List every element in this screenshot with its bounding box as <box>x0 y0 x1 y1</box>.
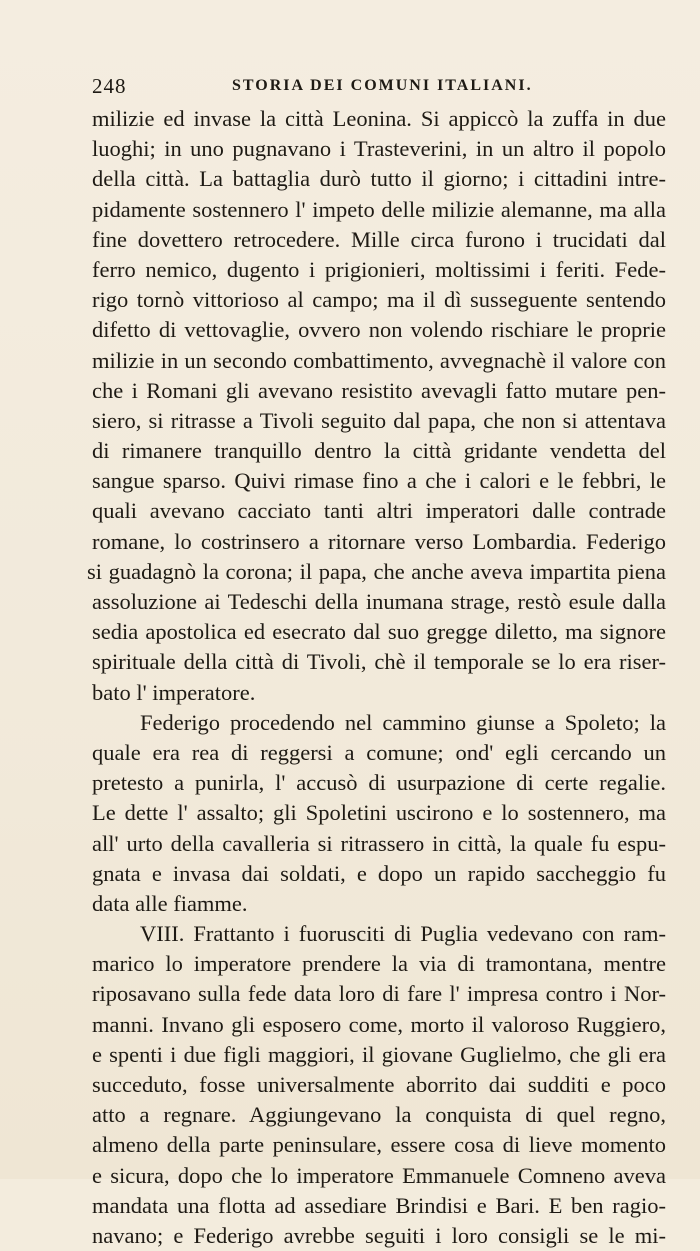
text-line: assoluzione ai Tedeschi della inumana strage, restò esule dalla <box>92 589 666 614</box>
text-line: e spenti i due figli maggiori, il giovane Guglielmo, che gli era <box>92 1041 666 1067</box>
text-line: succeduto, fosse universalmente aborrito dai sudditi e poco <box>92 1072 666 1097</box>
text-line: della città. La battaglia durò tutto il giorno; i cittadini intre- <box>92 166 666 192</box>
page-header <box>92 74 666 100</box>
text-line: difetto di vettovaglie, ovvero non volendo rischiare le proprie <box>92 317 666 343</box>
text-line: quali avevano cacciato tanti altri imperatori dalle contrade <box>92 498 666 524</box>
body-text <box>87 104 666 1251</box>
paragraph-start-line: Federigo procedendo nel cammino giunse a Spoleto; la <box>140 709 666 735</box>
text-line: manni. Invano gli esposero come, morto il valoroso Ruggiero, <box>92 1011 666 1037</box>
text-line: navano; e Federigo avrebbe seguiti i loro consigli se le mi- <box>92 1222 666 1248</box>
text-line: marico lo imperatore prendere la via di tramontana, mentre <box>92 951 666 977</box>
text-line: Le dette l' assalto; gli Spoletini uscirono e lo sostennero, ma <box>92 800 666 826</box>
text-line: pidamente sostennero l' impeto delle milizie alemanne, ma alla <box>92 196 666 222</box>
text-line: milizie ed invase la città Leonina. Si appiccò la zuffa in due <box>92 106 666 131</box>
text-line: sangue sparso. Quivi rimase fino a che i calori e le febbri, le <box>92 468 666 494</box>
text-line: atto a regnare. Aggiungevano la conquista di quel regno, <box>92 1102 666 1128</box>
text-line: riposavano sulla fede data loro di fare l' impresa contro i Nor- <box>92 981 666 1007</box>
text-line: e sicura, dopo che lo imperatore Emmanuele Comneno aveva <box>92 1162 666 1188</box>
text-line: romane, lo costrinsero a ritornare verso Lombardia. Federigo <box>92 528 666 554</box>
text-line: bato l' imperatore. <box>92 679 256 705</box>
text-line: che i Romani gli avevano resistito avevagli fatto mutare pen- <box>92 377 666 403</box>
text-line: ferro nemico, dugento i prigionieri, moltissimi i feriti. Fede- <box>92 256 666 282</box>
text-line: spirituale della città di Tivoli, chè il temporale se lo era riser- <box>92 649 666 675</box>
text-line: siero, si ritrasse a Tivoli seguito dal papa, che non si attentava <box>92 407 666 433</box>
section-start-line: VIII. Frattanto i fuorusciti di Puglia vedevano con ram- <box>140 921 666 947</box>
text-line: si guadagnò la corona; il papa, che anche aveva impartita piena <box>87 558 666 584</box>
text-line: gnata e invasa dai soldati, e dopo un rapido saccheggio fu <box>92 860 666 886</box>
text-line: mandata una flotta ad assediare Brindisi e Bari. E ben ragio- <box>92 1192 666 1218</box>
page-number: 248 <box>92 74 127 98</box>
text-line: quale era rea di reggersi a comune; ond' egli cercando un <box>92 739 666 765</box>
text-line: fine dovettero retrocedere. Mille circa furono i trucidati dal <box>92 226 666 252</box>
text-line: all' urto della cavalleria si ritrassero in città, la quale fu espu- <box>92 830 666 856</box>
text-line: pretesto a punirla, l' accusò di usurpazione di certe regalie. <box>92 770 666 796</box>
text-line: almeno della parte peninsulare, essere cosa di lieve momento <box>92 1132 666 1158</box>
text-line: luoghi; in uno pugnavano i Trasteverini, in un altro il popolo <box>92 136 666 162</box>
text-line: sedia apostolica ed esecrato dal suo gregge diletto, ma signore <box>92 619 666 645</box>
text-line: data alle fiamme. <box>92 890 248 916</box>
running-title: STORIA DEI COMUNI ITALIANI. <box>232 77 533 94</box>
text-line: rigo tornò vittorioso al campo; ma il dì susseguente sentendo <box>92 287 666 313</box>
text-line: milizie in un secondo combattimento, avvegnachè il valore con <box>92 347 666 373</box>
text-line: di rimanere tranquillo dentro la città gridante vendetta del <box>92 438 666 464</box>
